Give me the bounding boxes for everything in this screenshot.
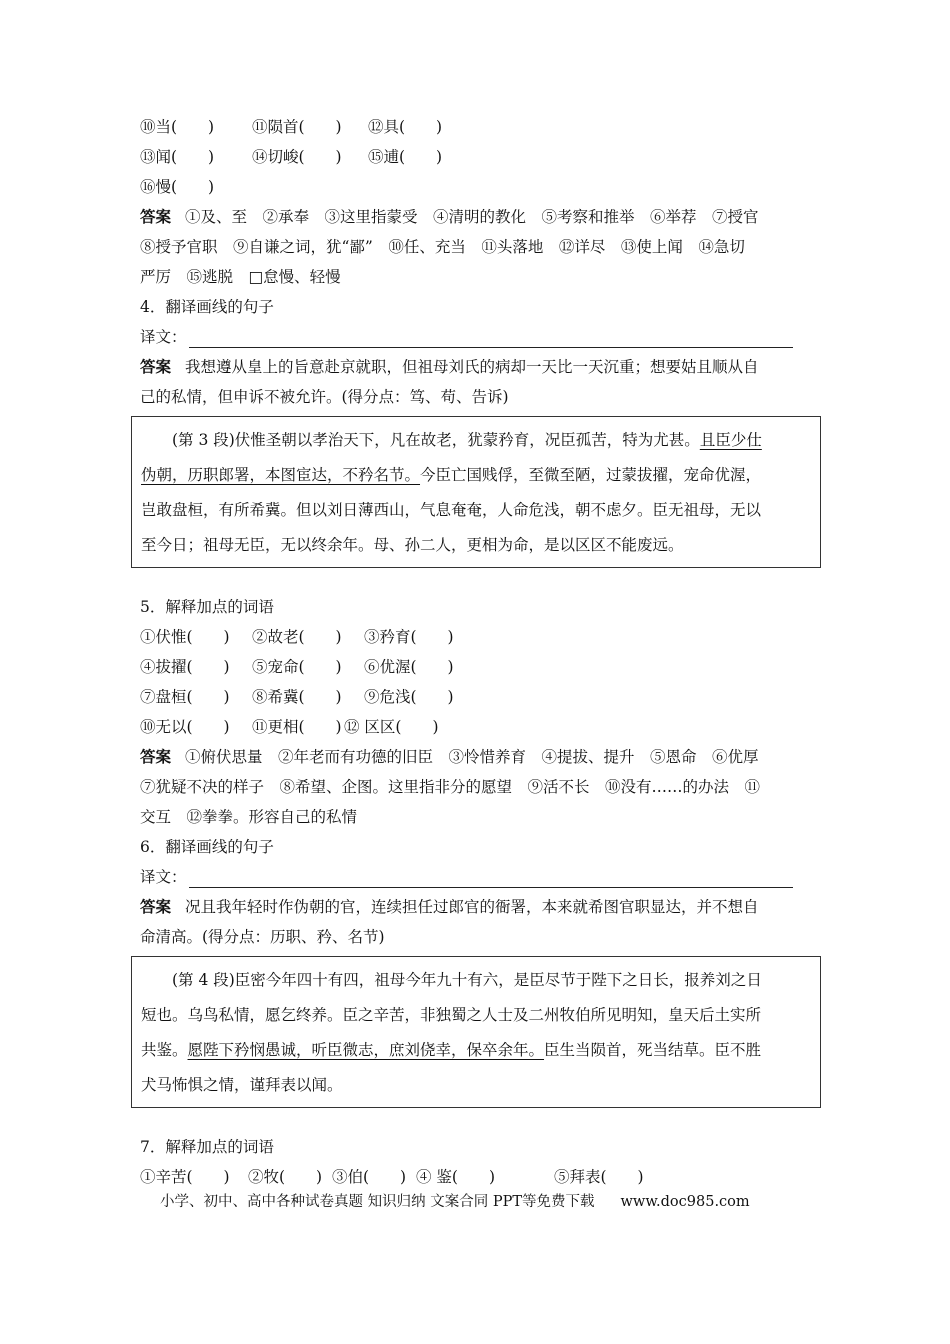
page-footer [160, 1190, 800, 1211]
vocab-item: ②牧( ) [248, 1168, 323, 1186]
passage-line: (第 4 段)臣密今年四十有四，祖母今年九十有六，是臣尽节于陛下之日长，报养刘之日 [172, 971, 762, 989]
vocab-row [140, 172, 812, 202]
vocab-item: ④ 鉴( ) [416, 1168, 496, 1186]
passage-line [141, 423, 811, 458]
vocab-item: ①伏惟( ) [140, 628, 230, 646]
passage-line [141, 458, 811, 493]
translation-label: 译文： [140, 328, 187, 346]
passage-box-3 [131, 416, 821, 568]
vocab-item: ⑭切峻( ) [252, 148, 342, 166]
passage-line: 至今日；祖母无臣，无以终余年。母、孙二人，更相为命，是以区区不能废远。 [141, 536, 684, 554]
vocab-item: ⑪陨首( ) [252, 118, 342, 136]
answer-text: ①俯伏思量 ②年老而有功德的旧臣 ③怜惜养育 ④提拔、提升 ⑤恩命 ⑥优厚 [185, 748, 759, 766]
translation-line [140, 862, 812, 892]
answer-line: ⑧授予官职 ⑨自谦之词，犹“鄙” ⑩任、充当 ⑪头落地 ⑫详尽 ⑬使上闻 ⑭急切 [140, 238, 745, 256]
answer-line: ⑦犹疑不决的样子 ⑧希望、企图。这里指非分的愿望 ⑨活不长 ⑩没有……的办法 ⑪ [140, 778, 761, 796]
answer-line: 严厉 ⑮逃脱 □怠慢、轻慢 [140, 268, 341, 286]
answer-line [140, 352, 812, 382]
vocab-item: ⑮逋( ) [368, 148, 443, 166]
translation-label: 译文： [140, 868, 187, 886]
vocab-item: ⑯慢( ) [140, 178, 215, 196]
translation-line [140, 322, 812, 352]
vocab-item: ③矜育( ) [364, 628, 454, 646]
vocab-item: ⑫具( ) [368, 118, 443, 136]
document-page [140, 112, 812, 1192]
vocab-item: ⑥优渥( ) [364, 658, 454, 676]
question-title: 5．解释加点的词语 [140, 598, 274, 616]
passage-text: (第 3 段)伏惟圣朝以孝治天下，凡在故老，犹蒙矜育，况臣孤苦，特为尤甚。 [172, 431, 700, 449]
footer-text: 小学、初中、高中各种试卷真题 知识归纳 文案合同 PPT等免费下载 [160, 1194, 595, 1210]
answer-label: 答案 [140, 898, 172, 916]
answer-line: 己的私情，但申诉不被允许。(得分点：笃、苟、告诉) [140, 388, 509, 406]
vocab-row [140, 652, 812, 682]
passage-line: 岂敢盘桓，有所希冀。但以刘日薄西山，气息奄奄，人命危浅，朝不虑夕。臣无祖母，无以 [141, 501, 762, 519]
passage-text: 共鉴。 [141, 1041, 188, 1059]
vocab-item: ⑪更相( ) [252, 718, 342, 736]
question-title: 4．翻译画线的句子 [140, 298, 274, 316]
vocab-item: ⑤拜表( ) [554, 1168, 644, 1186]
passage-line: 犬马怖惧之情，谨拜表以闻。 [141, 1076, 343, 1094]
passage-text: 今臣亡国贱俘，至微至陋，过蒙拔擢，宠命优渥， [420, 466, 762, 484]
vocab-item: ⑩当( ) [140, 118, 215, 136]
vocab-item: ⑧希冀( ) [252, 688, 342, 706]
answer-line: 命清高。(得分点：历职、矜、名节) [140, 928, 385, 946]
passage-text: 臣生当陨首，死当结草。臣不胜 [544, 1041, 762, 1059]
passage-line [141, 1033, 811, 1068]
underlined-sentence: 愿陛下矜悯愚诚，听臣微志，庶刘侥幸，保卒余年。 [187, 1041, 545, 1059]
answer-text: 我想遵从皇上的旨意赴京就职，但祖母刘氏的病却一天比一天沉重；想要姑且顺从自 [185, 358, 759, 376]
answer-label: 答案 [140, 748, 172, 766]
answer-line: 交互 ⑫拳拳。形容自己的私情 [140, 808, 358, 826]
vocab-item: ⑩无以( ) [140, 718, 230, 736]
answer-blank[interactable] [189, 329, 793, 348]
vocab-item: ⑨危浅( ) [364, 688, 454, 706]
question-title: 6．翻译画线的句子 [140, 838, 274, 856]
vocab-row [140, 112, 812, 142]
vocab-row [140, 682, 812, 712]
vocab-row [140, 712, 812, 742]
underlined-sentence: 伪朝，历职郎署，本图宦达，不矜名节。 [141, 466, 421, 484]
vocab-item: ④拔擢( ) [140, 658, 230, 676]
vocab-item: ⑬闻( ) [140, 148, 215, 166]
answer-text: ①及、至 ②承奉 ③这里指蒙受 ④清明的教化 ⑤考察和推举 ⑥举荐 ⑦授官 [185, 208, 759, 226]
vocab-item: ⑦盘桓( ) [140, 688, 230, 706]
footer-url[interactable]: www.doc985.com [620, 1194, 750, 1210]
vocab-item: ②故老( ) [252, 628, 342, 646]
passage-box-4 [131, 956, 821, 1108]
answer-line [140, 742, 812, 772]
question-title: 7．解释加点的词语 [140, 1138, 274, 1156]
answer-line [140, 202, 812, 232]
answer-label: 答案 [140, 358, 172, 376]
vocab-row [140, 622, 812, 652]
underlined-sentence: 且臣少仕 [699, 431, 762, 449]
vocab-item: ⑫ 区区( ) [344, 718, 439, 736]
answer-line [140, 892, 812, 922]
vocab-item: ①辛苦( ) [140, 1168, 230, 1186]
answer-blank[interactable] [189, 869, 793, 888]
vocab-row [140, 142, 812, 172]
answer-text: 况且我年轻时作伪朝的官，连续担任过郎官的衙署，本来就希图官职显达，并不想自 [185, 898, 759, 916]
vocab-item: ⑤宠命( ) [252, 658, 342, 676]
vocab-row [140, 1162, 812, 1192]
passage-line: 短也。乌鸟私情，愿乞终养。臣之辛苦，非独蜀之人士及二州牧伯所见明知，皇天后土实所 [141, 1006, 762, 1024]
vocab-item: ③伯( ) [332, 1168, 407, 1186]
answer-label: 答案 [140, 208, 172, 226]
